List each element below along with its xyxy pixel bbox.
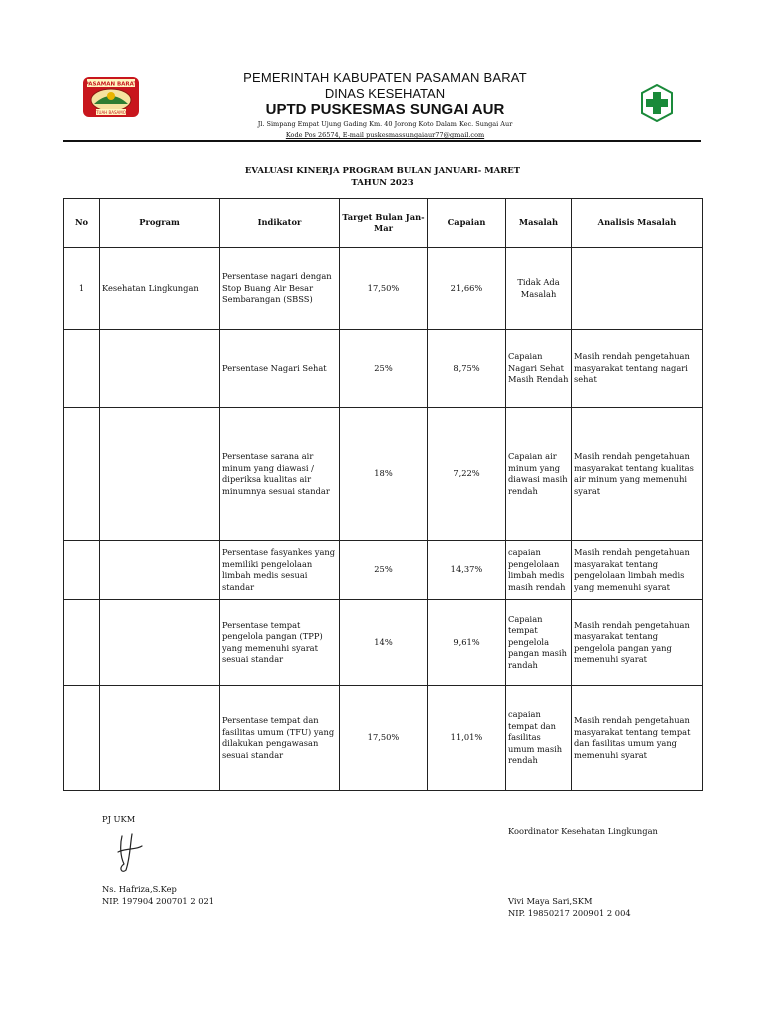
cell-no (64, 686, 100, 791)
puskesmas-cross-icon (640, 84, 674, 122)
cell-indikator: Persentase tempat dan fasilitas umum (TFU) yang dilakukan pengawasan sesuai standar (220, 686, 340, 791)
cell-analisis: Masih rendah pengetahuan masyarakat tentang kualitas air minum yang memenuhi syarat (572, 408, 703, 541)
header-contact: Kode Pos 26574, E-mail puskesmassungaiaur77@gmail.com (285, 131, 485, 139)
right-signatory-role: Koordinator Kesehatan Lingkungan (508, 826, 658, 836)
cell-no: 1 (64, 248, 100, 330)
header-capaian: Capaian (428, 199, 506, 248)
header-institution: UPTD PUSKESMAS SUNGAI AUR (265, 101, 505, 118)
left-signatory-nip: NIP. 197904 200701 2 021 (102, 896, 215, 906)
cell-program (100, 600, 220, 686)
cell-indikator: Persentase nagari dengan Stop Buang Air Besar Sembarangan (SBSS) (220, 248, 340, 330)
cell-masalah: capaian tempat dan fasilitas umum masih rendah (506, 686, 572, 791)
left-signatory-role: PJ UKM (102, 814, 136, 824)
cell-program (100, 686, 220, 791)
cell-program (100, 541, 220, 600)
right-signatory-nip: NIP. 19850217 200901 2 004 (508, 908, 631, 918)
table-row (64, 330, 703, 408)
header-masalah: Masalah (506, 199, 572, 248)
cell-analisis: Masih rendah pengetahuan masyarakat tentang pengelola pangan yang memenuhi syarat (572, 600, 703, 686)
cell-program: Kesehatan Lingkungan (100, 248, 220, 330)
pasaman-barat-emblem (82, 76, 140, 118)
cell-target: 14% (340, 600, 428, 686)
cell-masalah: Capaian Nagari Sehat Masih Rendah (506, 330, 572, 408)
table-header-row (64, 199, 703, 248)
cell-no (64, 408, 100, 541)
evaluation-table (63, 198, 703, 791)
cell-analisis (572, 248, 703, 330)
cell-no (64, 600, 100, 686)
document-title: EVALUASI KINERJA PROGRAM BULAN JANUARI- MARET (244, 166, 521, 176)
cell-target: 25% (340, 541, 428, 600)
table-row (64, 600, 703, 686)
cell-no (64, 541, 100, 600)
header-analisis: Analisis Masalah (572, 199, 703, 248)
header-address: Jl. Simpang Empat Ujung Gading Km. 40 Jorong Koto Dalam Kec. Sungai Aur (257, 120, 513, 128)
svg-text:TUAH BASAMO: TUAH BASAMO (96, 110, 126, 115)
table-row (64, 686, 703, 791)
header-no: No (64, 199, 100, 248)
table-row (64, 541, 703, 600)
cell-masalah: Capaian tempat pengelola pangan masih randah (506, 600, 572, 686)
cell-capaian: 7,22% (428, 408, 506, 541)
header-program: Program (100, 199, 220, 248)
cell-capaian: 21,66% (428, 248, 506, 330)
table-row (64, 408, 703, 541)
cell-masalah: Tidak Ada Masalah (506, 248, 572, 330)
cell-analisis: Masih rendah pengetahuan masyarakat tentang nagari sehat (572, 330, 703, 408)
cell-indikator: Persentase tempat pengelola pangan (TPP) yang memenuhi syarat sesuai standar (220, 600, 340, 686)
document-year: TAHUN 2023 (351, 178, 414, 188)
cell-analisis: Masih rendah pengetahuan masyarakat tentang tempat dan fasilitas umum yang memenuhi syarat (572, 686, 703, 791)
cell-target: 25% (340, 330, 428, 408)
header-divider (63, 140, 701, 142)
cell-masalah: capaian pengelolaan limbah medis masih rendah (506, 541, 572, 600)
table-row (64, 248, 703, 330)
cell-indikator: Persentase Nagari Sehat (220, 330, 340, 408)
cell-capaian: 9,61% (428, 600, 506, 686)
cell-masalah: Capaian air minum yang diawasi masih rendah (506, 408, 572, 541)
cell-no (64, 330, 100, 408)
cell-analisis: Masih rendah pengetahuan masyarakat tentang pengelolaan limbah medis yang memenuhi syarat (572, 541, 703, 600)
handwritten-signature (112, 830, 148, 876)
header-indikator: Indikator (220, 199, 340, 248)
cell-target: 17,50% (340, 248, 428, 330)
header-department: DINAS KESEHATAN (324, 86, 446, 101)
cell-indikator: Persentase fasyankes yang memiliki pengelolaan limbah medis sesuai standar (220, 541, 340, 600)
svg-text:PASAMAN BARAT: PASAMAN BARAT (84, 81, 138, 88)
cell-indikator: Persentase sarana air minum yang diawasi / diperiksa kualitas air minumnya sesuai standar (220, 408, 340, 541)
cell-target: 17,50% (340, 686, 428, 791)
cell-program (100, 330, 220, 408)
header-target: Target Bulan Jan-Mar (340, 199, 428, 248)
right-signatory-name: Vivi Maya Sari,SKM (508, 896, 593, 906)
cell-program (100, 408, 220, 541)
cell-capaian: 8,75% (428, 330, 506, 408)
cell-target: 18% (340, 408, 428, 541)
cell-capaian: 11,01% (428, 686, 506, 791)
left-signatory-name: Ns. Hafriza,S.Kep (102, 884, 177, 894)
header-government: PEMERINTAH KABUPATEN PASAMAN BARAT (243, 70, 527, 85)
cell-capaian: 14,37% (428, 541, 506, 600)
